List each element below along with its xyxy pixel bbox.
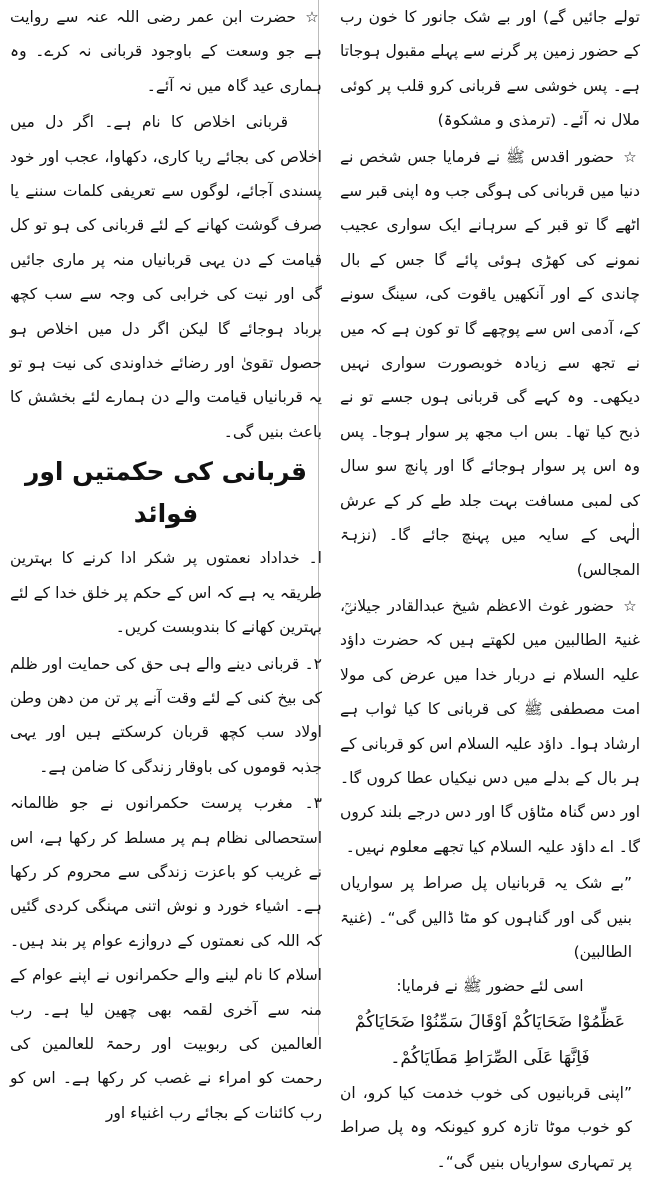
arabic-hadith-line: عَظِّمُوْا ضَحَايَاكُمْ اَوْقَالَ سَمِّنُوْا ضَحَايَاكُمْ	[354, 1011, 626, 1032]
quotation: ”اپنی قربانیوں کی خوب خدمت کیا کرو، ان کو خوب موٹا تازہ کرو کیونکہ وہ پل صراط پر تمہاری سواریاں بنیں گی“۔	[340, 1083, 632, 1171]
right-column	[340, 0, 640, 1171]
list-item: ۳۔ مغرب پرست حکمرانوں نے جو ظالمانہ استحصالی نظام ہم پر مسلط کر رکھا ہے، اس نے غریب کو باعزت زندگی سے محروم کر رکھا ہے۔ اشیاء خورد و نوش اتنی مہنگی کردی گئیں کہ اللہ کی نعمتوں کے دروازے عوام پر بند ہیں۔ اسلام کا نام لینے والے حکمرانوں نے اپنے عوام کے منہ سے آخری لقمہ بھی چھین لیا ہے۔ رب العالمین کی ربوبیت اور رحمۃ للعالمین کی رحمت کو امراء نے غصب کر رکھا ہے۔ اس کو رب کائنات کے بجائے رب اغنیاء اور	[10, 794, 322, 1122]
quotation: ”بے شک یہ قربانیاں پل صراط پر سواریاں بنیں گی اور گناہوں کو مٹا ڈالیں گی“۔ (غنیۃ الطالبین)	[340, 874, 632, 961]
star-icon: ☆	[305, 8, 319, 26]
paragraph	[10, 105, 322, 449]
list-item: ا۔ خداداد نعمتوں پر شکر ادا کرنے کا بہترین طریقہ یہ ہے کہ اس کے حکم پر خلق خدا کے لئے بہترین کھانے کا بندوبست کریں۔	[10, 549, 322, 637]
paragraph	[340, 589, 640, 864]
paragraph-text: حضرت ابن عمر رضی اللہ عنہ سے روایت ہے جو وسعت کے باوجود قربانی نہ کرے۔ وہ ہماری عید گاہ میں نہ آئے۔	[10, 8, 322, 95]
paragraph-text: حضور غوث الاعظم شیخ عبدالقادر جیلانیؒ، غنیۃ الطالبین میں لکھتے ہیں کہ حضرت داؤد علیہ السلام نے دربار خدا میں عرض کی مولا امت مصطفی ﷺ کی قربانی کا کیا ثواب ہے ارشاد ہوا۔ داؤد علیہ السلام اس کو قربانی کے ہر بال کے بدلے میں دس نیکیاں عطا کروں گا۔ اور دس گناہ مٹاؤں گا اور دس درجے بلند کروں گا۔ اے داؤد علیہ السلام کیا تجھے معلوم نہیں۔	[340, 596, 640, 856]
paragraph: اسی لئے حضور ﷺ نے فرمایا:	[396, 977, 584, 996]
section-heading: قربانی کی حکمتیں اور فوائد	[24, 457, 308, 529]
star-icon: ☆	[623, 596, 637, 615]
paragraph-text: حضور اقدس ﷺ نے فرمایا جس شخص نے دنیا میں قربانی کی ہوگی جب وہ اپنی قبر سے اٹھے گا تو قبر کے سرہانے ایک سواری عجیب نمونے کی کھڑی ہوئی پائے گا جس کے بال چاندی کے اور آنکھیں یاقوت کی، سینگ سونے کے، آدمی اس سے پوچھے گا تو کون ہے کہ میں نے تجھ سے زیادہ خوبصورت سواری نہیں دیکھی۔ وہ کہے گی قربانی ہوں جسے تو نے ذبح کیا تھا۔ بس اب مجھ پر سوار ہوجا۔ پس وہ اس پر سوار ہوجائے گا اور پانچ سو سال کی لمبی مسافت بہت جلد طے کر کے عرش الٰہی کے سایہ میں پہنچ جائے گا۔ (نزہۃ المجالس)	[340, 147, 640, 579]
list-item: ۲۔ قربانی دینے والے ہی حق کی حمایت اور ظلم کی بیخ کنی کے لئے وقت آنے پر تن من دھن وطن اولاد سب کچھ قربان کرسکتے ہیں اور یہی جذبہ قوموں کی باوقار زندگی کا ضامن ہے۔	[10, 654, 322, 776]
paragraph	[10, 0, 322, 103]
star-icon: ☆	[623, 147, 637, 166]
paragraph	[340, 140, 640, 587]
paragraph-text: قربانی اخلاص کا نام ہے۔ اگر دل میں اخلاص کی بجائے ریا کاری، دکھاوا، عجب اور خود پسندی آجائے، لوگوں سے تعریفی کلمات سننے یا صرف گوشت کھانے کے لئے قربانی کی ہو تو کل قیامت کے دن یہی قربانیاں منہ پر ماری جائیں گی اور نیت کی خرابی کی وجہ سے سب کچھ برباد ہوجائے گا لیکن اگر دل میں اخلاص ہو حصول تقویٰ اور رضائے خداوندی کی نیت ہو تو یہ قربانیاں قیامت والے دن ہمارے لئے بخشش کا باعث بنیں گی۔	[10, 113, 322, 441]
left-column	[10, 0, 322, 1122]
paragraph: تولے جائیں گے) اور بے شک جانور کا خون رب کے حضور زمین پر گرنے سے پہلے مقبول ہوجاتا ہے۔ پس خوشی سے قربانی کرو قلب پر کوئی ملال نہ آئے۔ (ترمذی و مشکوۃ)	[340, 8, 640, 130]
arabic-hadith-line: فَاِنَّهَا عَلَى الصِّرَاطِ مَطَايَاكُمْ۔	[390, 1047, 590, 1068]
